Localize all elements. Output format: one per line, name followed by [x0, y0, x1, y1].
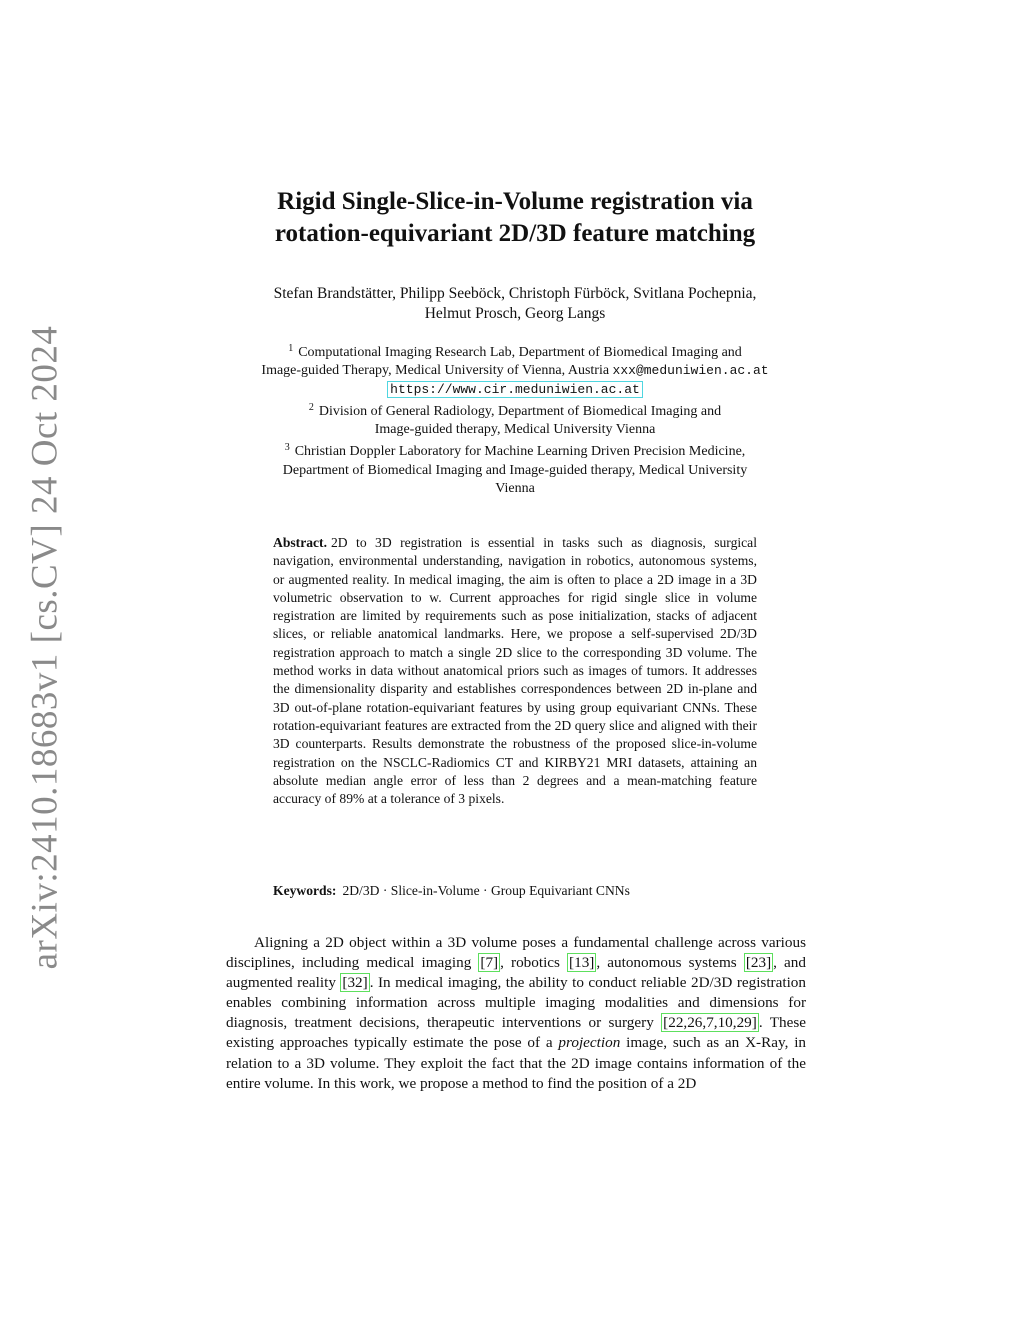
- authors-line-2: Helmut Prosch, Georg Langs: [424, 305, 606, 322]
- affiliation-3-mark: 3: [284, 442, 290, 454]
- affiliation-email[interactable]: xxx@meduniwien.ac.at: [612, 363, 769, 379]
- intro-text: . In medical imaging, the ability to conduct reliable 2D/3D registration enables combining information across multiple imaging modalities and dimensions for diagnosis, treatment decisions, therapeutic interventions or surgery: [226, 974, 806, 1032]
- abstract: [273, 534, 757, 808]
- intro-emphasis: projection: [558, 1034, 621, 1052]
- keywords-label: Keywords:: [273, 883, 337, 898]
- arxiv-side-stamp: [20, 325, 70, 969]
- affiliation-url-link[interactable]: https://www.cir.meduniwien.ac.at: [387, 381, 643, 398]
- author-list: [200, 284, 830, 324]
- affiliations: [200, 340, 830, 498]
- affiliation-1-line-3: [200, 381, 830, 399]
- intro-text: image, such as an X-Ray, in relation to a 3D volume. They exploit the fact that the 2D image contains information of the entire volume. In this work, we propose a method to find the position of a 2D: [226, 1034, 807, 1092]
- introduction-paragraph: [226, 933, 806, 1094]
- citation-link[interactable]: [13]: [569, 954, 595, 972]
- title-line-2: rotation-equivariant 2D/3D feature matching: [274, 220, 756, 247]
- affiliation-1-line-2: [200, 362, 830, 380]
- affiliation-3-line-1: [200, 439, 830, 461]
- intro-text: , robotics: [500, 954, 568, 972]
- affiliation-2-line-2: Image-guided therapy, Medical University Vienna: [374, 422, 656, 438]
- abstract-label: Abstract.: [273, 535, 327, 550]
- citation-link[interactable]: [7]: [480, 954, 499, 972]
- affiliation-1-line-1: [200, 340, 830, 362]
- affiliation-2-text-1: Division of General Radiology, Department of Biomedical Imaging and: [318, 403, 722, 419]
- arxiv-identifier: arXiv:2410.18683v1 [cs.CV] 24 Oct 2024: [24, 325, 66, 969]
- affiliation-3-text-1: Christian Doppler Laboratory for Machine Learning Driven Precision Medicine,: [294, 444, 746, 460]
- keywords-text: 2D/3D · Slice-in-Volume · Group Equivariant CNNs: [342, 883, 630, 898]
- title-line-1: Rigid Single-Slice-in-Volume registration via: [277, 188, 753, 215]
- authors-line-1: Stefan Brandstätter, Philipp Seeböck, Christoph Fürböck, Svitlana Pochepnia,: [273, 285, 757, 302]
- citation-link[interactable]: [22,26,7,10,29]: [663, 1014, 757, 1032]
- affiliation-1-mark: 1: [288, 343, 294, 354]
- citation-link[interactable]: [32]: [342, 974, 368, 992]
- citation-link[interactable]: [23]: [745, 954, 772, 972]
- intro-text: , autonomous systems: [596, 954, 744, 972]
- affiliation-2-mark: 2: [308, 401, 314, 413]
- paper-title: [200, 186, 830, 250]
- affiliation-3-line-3: Vienna: [495, 481, 535, 497]
- intro-text: . These existing approaches typically estimate the pose of a: [226, 1014, 806, 1052]
- abstract-text: 2D to 3D registration is essential in tasks such as diagnosis, surgical navigation, environmental understanding, navigation in robotics, autonomous systems, or augmented reality. In medical imaging, the aim is often to place a 2D image in a 3D volumetric observation to w. Current approaches for rigid single slice in volume registration are limited by requirements such as pose initialization, stacks of adjacent slices, or reliable anatomical landmarks. Here, we propose a self-supervised 2D/3D registration approach to match a single 2D slice to the corresponding 3D volume. The method works in data without anatomical priors such as images of tumors. It addresses the dimensionality disparity and establishes correspondences between 2D in-plane and 3D out-of-plane rotation-equivariant features by using group equivariant CNNs. These rotation-equivariant features are extracted from the 2D query slice and aligned with their 3D counterparts. Results demonstrate the robustness of the proposed slice-in-volume registration on the NSCLC-Radiomics CT and KIRBY21 MRI datasets, attaining an absolute median angle error of less than 2 degrees and a mean-matching feature accuracy of 89% at a tolerance of 3 pixels.: [273, 535, 757, 807]
- affiliation-1-text-1: Computational Imaging Research Lab, Department of Biomedical Imaging and: [298, 345, 742, 360]
- affiliation-1-text-2: Image-guided Therapy, Medical University of Vienna, Austria: [261, 363, 610, 379]
- intro-text: , and augmented reality: [226, 954, 806, 992]
- affiliation-3-line-2: Department of Biomedical Imaging and Image-guided therapy, Medical University: [282, 462, 748, 478]
- keywords: [273, 882, 757, 900]
- affiliation-2-line-1: [200, 399, 830, 421]
- intro-text: Aligning a 2D object within a 3D volume poses a fundamental challenge across various disciplines, including medical imaging: [226, 934, 806, 972]
